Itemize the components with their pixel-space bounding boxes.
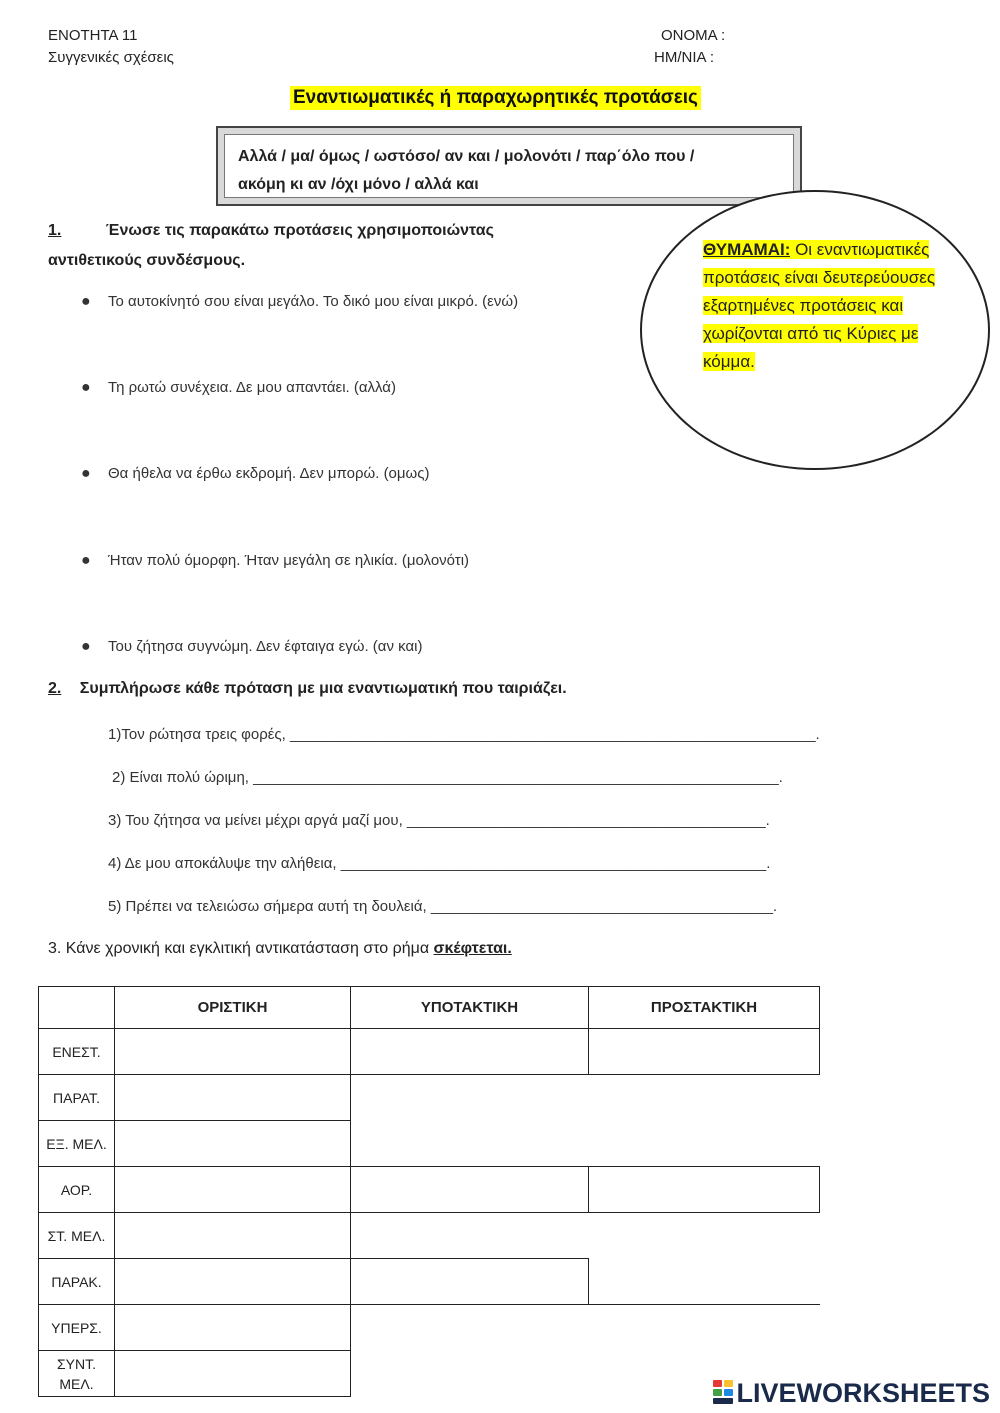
name-label: ΟΝΟΜΑ : — [661, 27, 726, 44]
exercise-2-text: Συμπλήρωσε κάθε πρόταση με μια εναντιωματική που ταιριάζει. — [79, 680, 567, 697]
exercise-1-number: 1. — [48, 222, 62, 239]
answer-cell[interactable] — [589, 1167, 820, 1213]
exercise-2-item[interactable]: 4) Δε μου αποκάλυψε την αλήθεια, ___________________________________________________. — [108, 855, 771, 872]
exercise-3-instruction — [48, 940, 512, 958]
exercise-1-instruction — [48, 216, 568, 276]
empty-area — [351, 1213, 820, 1259]
conjunctions-line-1: Αλλά / μα/ όμως / ωστόσο/ αν και / μολονότι / παρ΄όλο που / — [238, 148, 695, 165]
exercise-3-verb: σκέφτεται. — [433, 940, 512, 957]
conjugation-table — [38, 986, 820, 1397]
row-header: ΕΝΕΣΤ. — [39, 1029, 115, 1075]
answer-cell[interactable] — [115, 1121, 351, 1167]
exercise-1-item: ● Ήταν πολύ όμορφη. Ήταν μεγάλη σε ηλικία. (μολονότι) — [81, 552, 470, 569]
exercise-3-text: 3. Κάνε χρονική και εγκλιτική αντικατάσταση στο ρήμα — [48, 940, 434, 957]
conjunctions-line-2: ακόμη κι αν /όχι μόνο / αλλά και — [238, 176, 479, 193]
bullet-icon: ● — [81, 552, 91, 569]
conjunctions-list — [238, 143, 694, 199]
table-corner-cell — [39, 987, 115, 1029]
unit-label: ΕΝΟΤΗΤΑ 11 — [48, 27, 138, 44]
empty-area — [351, 1305, 820, 1351]
exercise-2-item[interactable]: 3) Του ζήτησα να μείνει μέχρι αργά μαζί μου, ___________________________________________. — [108, 812, 770, 829]
row-header: ΥΠΕΡΣ. — [39, 1305, 115, 1351]
bullet-icon: ● — [81, 638, 91, 655]
column-header: ΟΡΙΣΤΙΚΗ — [115, 987, 351, 1029]
answer-cell[interactable] — [115, 1259, 351, 1305]
answer-cell[interactable] — [115, 1029, 351, 1075]
bullet-icon: ● — [81, 379, 91, 396]
exercise-1-item: ● Του ζήτησα συγνώμη. Δεν έφταιγα εγώ. (αν και) — [81, 638, 423, 655]
empty-area — [351, 1075, 820, 1167]
bullet-icon: ● — [81, 465, 91, 482]
row-header: ΕΞ. ΜΕΛ. — [39, 1121, 115, 1167]
answer-cell[interactable] — [351, 1029, 589, 1075]
logo-text: LIVEWORKSHEETS — [736, 1378, 990, 1408]
exercise-1-item: ● Τη ρωτώ συνέχεια. Δε μου απαντάει. (αλλά) — [81, 379, 396, 396]
row-header: ΠΑΡΑΚ. — [39, 1259, 115, 1305]
answer-cell[interactable] — [351, 1167, 589, 1213]
exercise-2-instruction — [48, 680, 567, 698]
answer-cell[interactable] — [115, 1305, 351, 1351]
answer-cell[interactable] — [115, 1075, 351, 1121]
exercise-2-number: 2. — [48, 680, 62, 697]
answer-cell[interactable] — [115, 1213, 351, 1259]
exercise-1-item: ● Το αυτοκίνητό σου είναι μεγάλο. Το δικό μου είναι μικρό. (ενώ) — [81, 293, 519, 310]
exercise-2-item[interactable]: 1)Τον ρώτησα τρεις φορές, _______________________________________________________________. — [108, 726, 820, 743]
exercise-2-item[interactable]: 2) Είναι πολύ ώριμη, _______________________________________________________________. — [112, 769, 783, 786]
bullet-icon: ● — [81, 293, 91, 310]
row-header: ΠΑΡΑΤ. — [39, 1075, 115, 1121]
date-label: ΗΜ/ΝΙΑ : — [654, 49, 715, 66]
reminder-label: ΘΥΜΑΜΑΙ: — [703, 240, 791, 259]
answer-cell[interactable] — [589, 1029, 820, 1075]
unit-subtitle: Συγγενικές σχέσεις — [48, 49, 174, 66]
liveworksheets-logo[interactable] — [712, 1378, 990, 1409]
row-header: ΣΥΝΤ. ΜΕΛ. — [39, 1351, 115, 1397]
column-header: ΥΠΟΤΑΚΤΙΚΗ — [351, 987, 589, 1029]
column-header: ΠΡΟΣΤΑΚΤΙΚΗ — [589, 987, 820, 1029]
answer-cell[interactable] — [115, 1167, 351, 1213]
page-title: Εναντιωματικές ή παραχωρητικές προτάσεις — [290, 86, 701, 110]
liveworksheets-mark-icon — [712, 1379, 734, 1405]
reminder-note — [703, 236, 943, 376]
exercise-1-text: Ένωσε τις παρακάτω προτάσεις χρησιμοποιώντας αντιθετικούς συνδέσμους. — [48, 222, 494, 269]
answer-cell[interactable] — [351, 1259, 589, 1305]
row-header: ΣΤ. ΜΕΛ. — [39, 1213, 115, 1259]
empty-area — [589, 1259, 820, 1305]
row-header: ΑΟΡ. — [39, 1167, 115, 1213]
reminder-text: Οι εναντιωματικές προτάσεις είναι δευτερεύουσες εξαρτημένες προτάσεις και χωρίζονται από τις Κύριες με κόμμα. — [703, 240, 936, 371]
exercise-2-item[interactable]: 5) Πρέπει να τελειώσω σήμερα αυτή τη δουλειά, _________________________________________. — [108, 898, 778, 915]
exercise-1-item: ● Θα ήθελα να έρθω εκδρομή. Δεν μπορώ. (ομως) — [81, 465, 430, 482]
answer-cell[interactable] — [115, 1351, 351, 1397]
